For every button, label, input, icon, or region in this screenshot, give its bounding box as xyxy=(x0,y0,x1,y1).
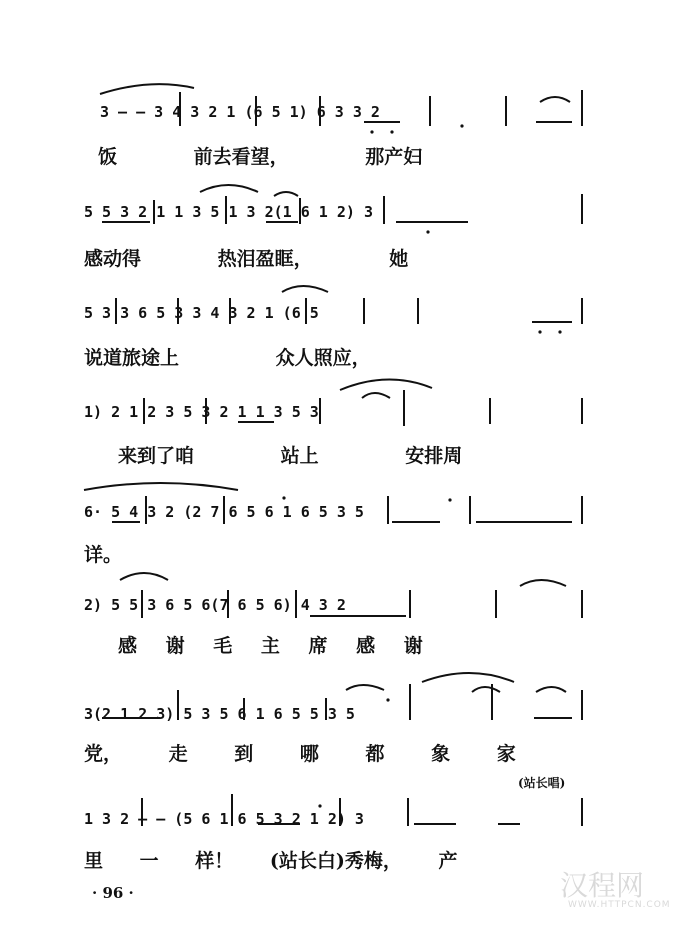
lyric-row-5: 详。 xyxy=(84,544,123,566)
notation-row-2: 5 5 3 2 1 1 3 5 1 3 2(1 6 1 2) 3 xyxy=(84,203,373,221)
notation-row-3: 5 3 3 6 5 3 3 4 3 2 1 (6 5 xyxy=(84,304,319,322)
lyric-row-1: 饭 前去看望， 那产妇 xyxy=(98,146,423,168)
singer-annotation: (站长唱) xyxy=(518,776,566,790)
lyric-row-3: 说道旅途上 众人照应， xyxy=(84,347,371,369)
notation-row-1: 3 — — 3 4 3 2 1 (6 5 1) 6 3 3 2 xyxy=(100,103,380,121)
watermark-brand: 汉程网 xyxy=(560,869,645,902)
notation-row-5: 6· 5 4 3 2 (2 7 6 5 6 1 6 5 3 5 xyxy=(84,503,364,521)
page-number: · 96 · xyxy=(92,884,134,902)
lyric-row-4: 来到了咱 站上 安排周 xyxy=(118,445,463,467)
lyric-row-6: 感 谢 毛 主 席 感 谢 xyxy=(118,635,423,657)
watermark-url: WWW.HTTPCN.COM xyxy=(568,900,671,910)
notation-row-8: 1 3 2 — — (5 6 1 6 5 3 2 1 2) 3 xyxy=(84,810,364,828)
notation-row-4: 1) 2 1 2 3 5 3 2 1 1 3 5 3 xyxy=(84,403,319,421)
lyric-row-7: 党， 走 到 哪 都 象 家 xyxy=(84,743,516,765)
lyric-row-8: 里 一 样！ (站长白)秀梅， 产 xyxy=(84,850,458,872)
notation-row-7: 3(2 1 2 3) 5 3 5 6 1 6 5 5 3 5 xyxy=(84,705,355,723)
lyric-row-2: 感动得 热泪盈眶， 她 xyxy=(84,248,409,270)
notation-row-6: 2) 5 5 3 6 5 6(7 6 5 6) 4 3 2 xyxy=(84,596,346,614)
